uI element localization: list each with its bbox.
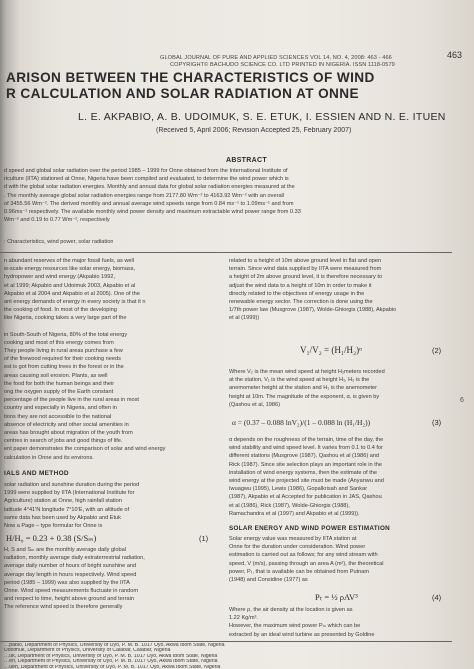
body-line: 1999 were supplied by IITA (International Institute for <box>4 490 135 497</box>
received-dates: (Received 5, April 2006; Revision Accepted 25, February 2007) <box>156 127 352 134</box>
footnote-line: Udoimuk, Department of Physics, University of Calabar, Calabar, Nigeria <box>4 648 171 654</box>
body-line: α depends on the roughness of the terrain, time of the day, the <box>229 437 384 443</box>
body-line: They people living in rural areas purchase a few <box>4 348 123 355</box>
column-left-after-eq1 <box>4 546 218 612</box>
body-line: renewable energy sector. The correction is done using the <box>229 299 373 306</box>
equation-1-number: (1) <box>199 534 209 543</box>
abstract-body <box>4 167 448 224</box>
body-line: Solar energy value was measured by IITA station at <box>229 536 357 542</box>
body-line: of the firewood required for their cooking needs <box>4 356 121 363</box>
body-line: et al (1986), Rick (1987), Wolde-Ghiorgis (1988), <box>229 502 350 509</box>
column-right-section <box>229 535 447 584</box>
body-line: tions they are not accessible to the national <box>4 413 112 420</box>
keywords: : Characteristics, wind power, solar radiation <box>4 239 114 245</box>
body-line: ant energy demands of energy in every society is that it n <box>4 299 146 306</box>
body-line: cooking and most of this energy comes from <box>4 339 114 346</box>
title-line1: ARISON BETWEEN THE CHARACTERISTICS OF WIND <box>6 70 375 85</box>
title-line2: R CALCULATION AND SOLAR RADIATION AT ONNE <box>6 86 359 101</box>
body-line: Rick (1987). Since site selection plays an important role in the <box>229 461 382 468</box>
body-line: in South-South of Nigeria, 80% of the total energy <box>4 331 128 338</box>
abstract-line: . The monthly average global solar radiation energies range from 2177.80 Wm⁻² to 4163.92 Wm⁻² with an overall <box>4 192 285 199</box>
equation-3: α = (0.37 – 0.088 lnV₂)/(1 – 0.088 ln (H₁/H₂)) <box>232 418 371 427</box>
body-line: country and especially in Nigeria, and often in <box>4 405 117 412</box>
journal-header-line2: COPYRIGHT© BACHUDO SCIENCE CO. LTD PRINTED IN NIGERIA. ISSN 1118-0579 <box>170 62 395 68</box>
body-line: The reference wind speed is therefore generally <box>4 604 123 611</box>
authors: L. E. AKPABIO, A. B. UDOIMUK, S. E. ETUK, I. ESSIEN AND N. E. ITUEN <box>78 111 446 123</box>
body-line: like Nigeria, cooking takes a very large part of the <box>4 315 127 322</box>
abstract-line: d speed and global solar radiation over the period 1985 – 1999 for Onne obtained from the International Institute of <box>4 168 288 174</box>
column-right-after-eq3 <box>229 436 447 518</box>
body-line: adjust the wind data to a height of 10m in order to make it <box>229 282 372 289</box>
body-line: (Qashou et al, 1986) <box>229 401 280 408</box>
body-line: areas has brought about migration of the youth from <box>4 430 133 437</box>
body-line: percentage of the people live in the rural areas in most <box>4 397 139 404</box>
column-left-intro <box>4 257 218 462</box>
body-line: ong the oxygen supply of the Earth constant <box>4 389 114 396</box>
body-line: same data has been used by Akpabio and Etuk <box>4 514 121 521</box>
body-line: absence of electricity and other social amenities in <box>4 421 129 428</box>
footnote-divider <box>0 641 452 642</box>
body-line: wind stability and wind speed level. It varies from 0.1 to 0.4 for <box>229 445 383 452</box>
body-line: Akpabio et al 2004 and Akpabio et al 2005). One of the <box>4 290 140 297</box>
body-line: hydropower and wind energy (Akpabio 1992, <box>4 274 116 281</box>
equation-4: Pₜ = ½ ρAV³ <box>315 592 358 602</box>
body-line: centres in search of jobs and good things of life. <box>4 438 123 445</box>
column-right-after-eq4 <box>229 606 447 639</box>
footnote-line: …pabio, Department of Physics, University of Uyo, P. M. B. 1017 Uyo, Akwa Ibom State, Nigeria <box>4 643 225 648</box>
abstract-line: of 3455.56 Wm⁻². The derived monthly and annual average wind speeds range from 0.84 ms⁻¹ to 1.09ms⁻¹ and from <box>4 200 294 207</box>
body-line: radiation, monthly average daily extraterrestrial radiation, <box>4 555 145 562</box>
body-line: power, Pₜ, that is available can be obtained from Putnam <box>229 568 370 575</box>
journal-header-line1: GLOBAL JOURNAL OF PURE AND APPLIED SCIENCES VOL 14, NO. 4, 2008: 463 - 466 <box>160 55 392 61</box>
body-line: Ramachandra et al (1997) and Akpabio et al (1999)). <box>229 510 360 517</box>
body-line: directly related to the objectives of energy usage in the <box>229 290 365 297</box>
body-line: (1987), Akpabio et al Accepted for publication in JAS, Qashou <box>229 494 382 501</box>
body-line: at the station, V₁ is the wind speed at height H₁, H₂ is the <box>229 377 370 384</box>
footnote-line: …uk, Department of Physics, University of Uyo, P. M. B. 1017 Uyo, Akwa Ibom State, Nigeria <box>4 653 218 659</box>
page-number: 463 <box>447 50 463 60</box>
section-heading-solar-wind: SOLAR ENERGY AND WIND POWER ESTIMATION <box>229 525 391 532</box>
body-line: Onne. Wind speed measurements fluctuate in random <box>4 588 139 595</box>
column-left-method <box>4 481 218 530</box>
body-line: extracted by an ideal wind turbine as presented by Goldine <box>229 631 375 638</box>
body-line: a height of 2m above ground level, it is therefore necessary to <box>229 274 382 281</box>
body-line: However, the maximum wind power Pₘ which can be <box>229 623 361 630</box>
body-line: (1948) and Considine (1977) as <box>229 577 308 584</box>
body-line: areas causing soil erosion. Plants, as well <box>4 372 108 379</box>
body-line: and respect to time, height above ground and terrain <box>4 596 134 603</box>
body-line: height at 10m. The magnitude of the exponent, α, is given by <box>229 393 380 400</box>
margin-mark: 6 <box>460 397 464 404</box>
body-line: H, S and Sₘ are the monthly average daily global <box>4 547 126 553</box>
body-line: average day length in hours respectively. Wind speed <box>4 571 137 578</box>
footnotes <box>4 643 448 669</box>
abstract-line: riculture (IITA) stationed at Onne, Nigeria have been compiled and evaluated, to determine the wind power which is <box>4 176 289 183</box>
body-line: Where ρ, the air density at the location is given as <box>229 607 353 613</box>
method-heading: IALS AND METHOD <box>4 470 69 477</box>
equation-3-number: (3) <box>432 418 442 427</box>
body-line: different stations (Musgrove (1987), Qashou et al (1986) and <box>229 453 380 460</box>
body-line: w-scale energy resources like solar energy, biomass, <box>4 266 136 273</box>
body-line: related to a height of 10m above ground level in flat and open <box>229 258 382 264</box>
abstract-line: 0.96ms⁻¹ respectively. The available monthly wind power density and maximum extractable wind power range from 0.33 <box>4 209 301 216</box>
column-right-after-eq2 <box>229 368 447 409</box>
body-line: period (1985 – 1999) was also supplied by the IITA <box>4 579 130 586</box>
body-line: average daily number of hours of bright sunshine and <box>4 563 137 570</box>
equation-1: H/H₀ = 0.23 + 0.38 (S/Sₘ) <box>6 533 97 543</box>
abstract-line: Wm⁻² and 0.19 to 0.77 Wm⁻², respectively <box>4 217 110 224</box>
body-line: speed, V (m/s), passing through an area A (m²), the theoretical <box>229 560 384 567</box>
body-line: Onne for the duration under consideration. Wind power <box>229 544 366 551</box>
equation-2-number: (2) <box>432 346 442 355</box>
abstract-line: d with the global solar radiation energies. Monthly and annual data for global solar radiation energies measured at the <box>4 184 295 191</box>
body-line: the cooking of food. In most of the developing <box>4 307 117 314</box>
body-line: latitude 4°41'N longitude 7°10'E, with an altitude of <box>4 506 130 513</box>
body-line: calculation in Onne and its environs. <box>4 454 94 461</box>
body-line: 1/7th power law (Musgrove (1987), Wolde-Ghiorgis (1988), Akpabio <box>229 307 397 314</box>
body-line: et al (1999)) <box>229 315 260 322</box>
body-line: anemometer height at the station and H₁ is the anemometer <box>229 385 378 392</box>
body-line: Iwuagwu (1995), Lewis (1986), Gopalkrisah and Sankar <box>229 486 368 493</box>
body-line: terrain. Since wind data supplied by IITA were measured from <box>229 266 382 273</box>
body-line: Now a Page – type formular for Onne is <box>4 523 103 530</box>
body-line: Agriculture) station at Onne, high rainfall station <box>4 498 122 505</box>
abstract-heading: ABSTRACT <box>226 157 267 164</box>
body-line: ent paper demonstrates the comparison of solar and wind energy <box>4 446 166 453</box>
body-line: 1.22 Kg/m³. <box>229 615 258 622</box>
body-line: installation of wind energy systems, then the estimate of the <box>229 469 378 476</box>
section-divider <box>0 252 452 253</box>
equation-2: V₁/V₂ = (H₁/H₂)ᵅ <box>300 345 362 355</box>
body-line: et al 1999; Akpabio and Udoimuk 2003, Akpabio et al <box>4 282 136 289</box>
body-line: estimation is carried out as follows; for any wind stream with <box>229 552 378 559</box>
footnote-line: …en, Department of Physics, University of Uyo, P. M. B. 1017 Uyo, Akwa Ibom State, Nigeria <box>4 659 218 665</box>
column-right-top <box>229 257 447 323</box>
body-line: wind energy at the projected site must be made (Anyanwu and <box>229 478 384 485</box>
footnote-line: …uen, Department of Physics, University of Uyo, P. M. B. 1017 Uyo, Akwa Ibom State, Nigeria <box>4 664 221 669</box>
body-line: Where V₂ is the mean wind speed at height H₂meters recorded <box>229 369 385 375</box>
body-line: n abundant reserves of the major fossil fuels, as well <box>4 258 134 264</box>
equation-4-number: (4) <box>432 593 442 602</box>
body-line: the food for both the human beings and their <box>4 380 115 387</box>
body-line: solar radiation and sunshine duration during the period <box>4 482 140 488</box>
body-line <box>4 323 218 331</box>
body-line: est is got from cutting trees in the forest or in the <box>4 364 124 371</box>
